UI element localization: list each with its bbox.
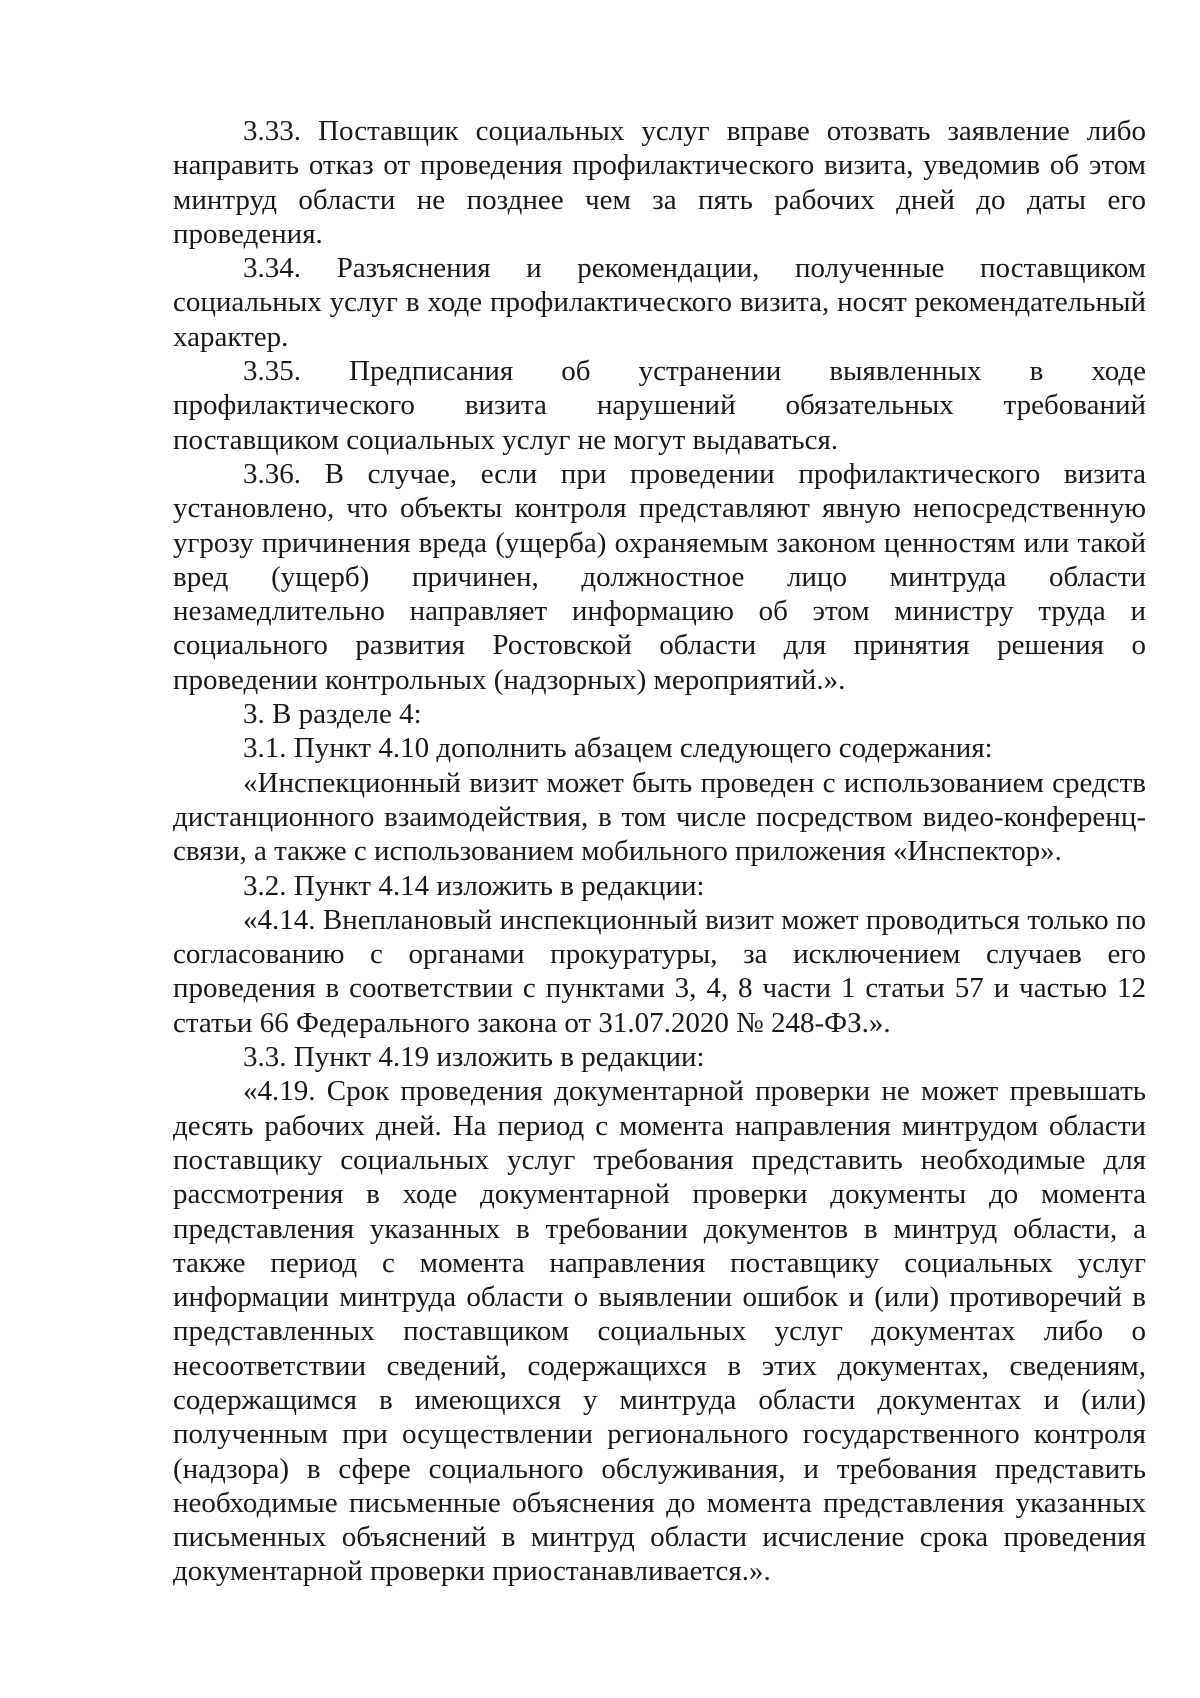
- document-body: [173, 114, 1146, 1589]
- paragraph-3-33: 3.33. Поставщик социальных услуг вправе отозвать заявление либо направить отказ от проведения профилактического визита, уведомив об этом минтруд области не позднее чем за пять рабочих дней до даты его проведения.: [173, 115, 1146, 250]
- paragraph-section-4: 3. В разделе 4:: [243, 698, 422, 731]
- paragraph-3-35: 3.35. Предписания об устранении выявленных в ходе профилактического визита нарушений обязательных требований поставщиком социальных услуг не могут выдаваться.: [173, 355, 1146, 456]
- paragraph-3-2: 3.2. Пункт 4.14 изложить в редакции:: [243, 869, 705, 902]
- paragraph-3-34: 3.34. Разъяснения и рекомендации, полученные поставщиком социальных услуг в ходе профилактического визита, носят рекомендательный характер.: [173, 252, 1146, 353]
- paragraph-4-19-text: «4.19. Срок проведения документарной проверки не может превышать десять рабочих дней. На период с момента направления минтрудом области поставщику социальных услуг требования представить необходимые для рассмотрения в ходе документарной проверки документы до момента представления указанных в требовании документов в минтруд области, а также период с момента направления поставщику социальных услуг информации минтруда области о выявлении ошибок и (или) противоречий в представленных поставщиком социальных услуг документах либо о несоответствии сведений, содержащихся в этих документах, сведениям, содержащимся в имеющихся у минтруда области документах и (или) полученным при осуществлении регионального государственного контроля (надзора) в сфере социального обслуживания, и требования представить необходимые письменные объяснения до момента представления указанных письменных объяснений в минтруд области исчисление срока проведения документарной проверки приостанавливается.».: [173, 1075, 1146, 1588]
- paragraph-3-1: 3.1. Пункт 4.10 дополнить абзацем следующего содержания:: [243, 732, 993, 765]
- paragraph-3-3: 3.3. Пункт 4.19 изложить в редакции:: [243, 1041, 705, 1074]
- paragraph-3-36: 3.36. В случае, если при проведении профилактического визита установлено, что объекты контроля представляют явную непосредственную угрозу причинения вреда (ущерба) охраняемым законом ценностям или такой вред (ущерб) причинен, должностное лицо минтруда области незамедлительно направляет информацию об этом министру труда и социального развития Ростовской области для принятия решения о проведении контрольных (надзорных) мероприятий.».: [173, 457, 1146, 696]
- paragraph-4-14-text: «4.14. Внеплановый инспекционный визит может проводиться только по согласованию с органами прокуратуры, за исключением случаев его проведения в соответствии с пунктами 3, 4, 8 части 1 статьи 57 и частью 12 статьи 66 Федерального закона от 31.07.2020 № 248-ФЗ.».: [173, 903, 1146, 1039]
- paragraph-4-10-addition: «Инспекционный визит может быть проведен с использованием средств дистанционного взаимодействия, в том числе посредством видео-конференц-связи, а также с использованием мобильного приложения «Инспектор».: [173, 766, 1146, 868]
